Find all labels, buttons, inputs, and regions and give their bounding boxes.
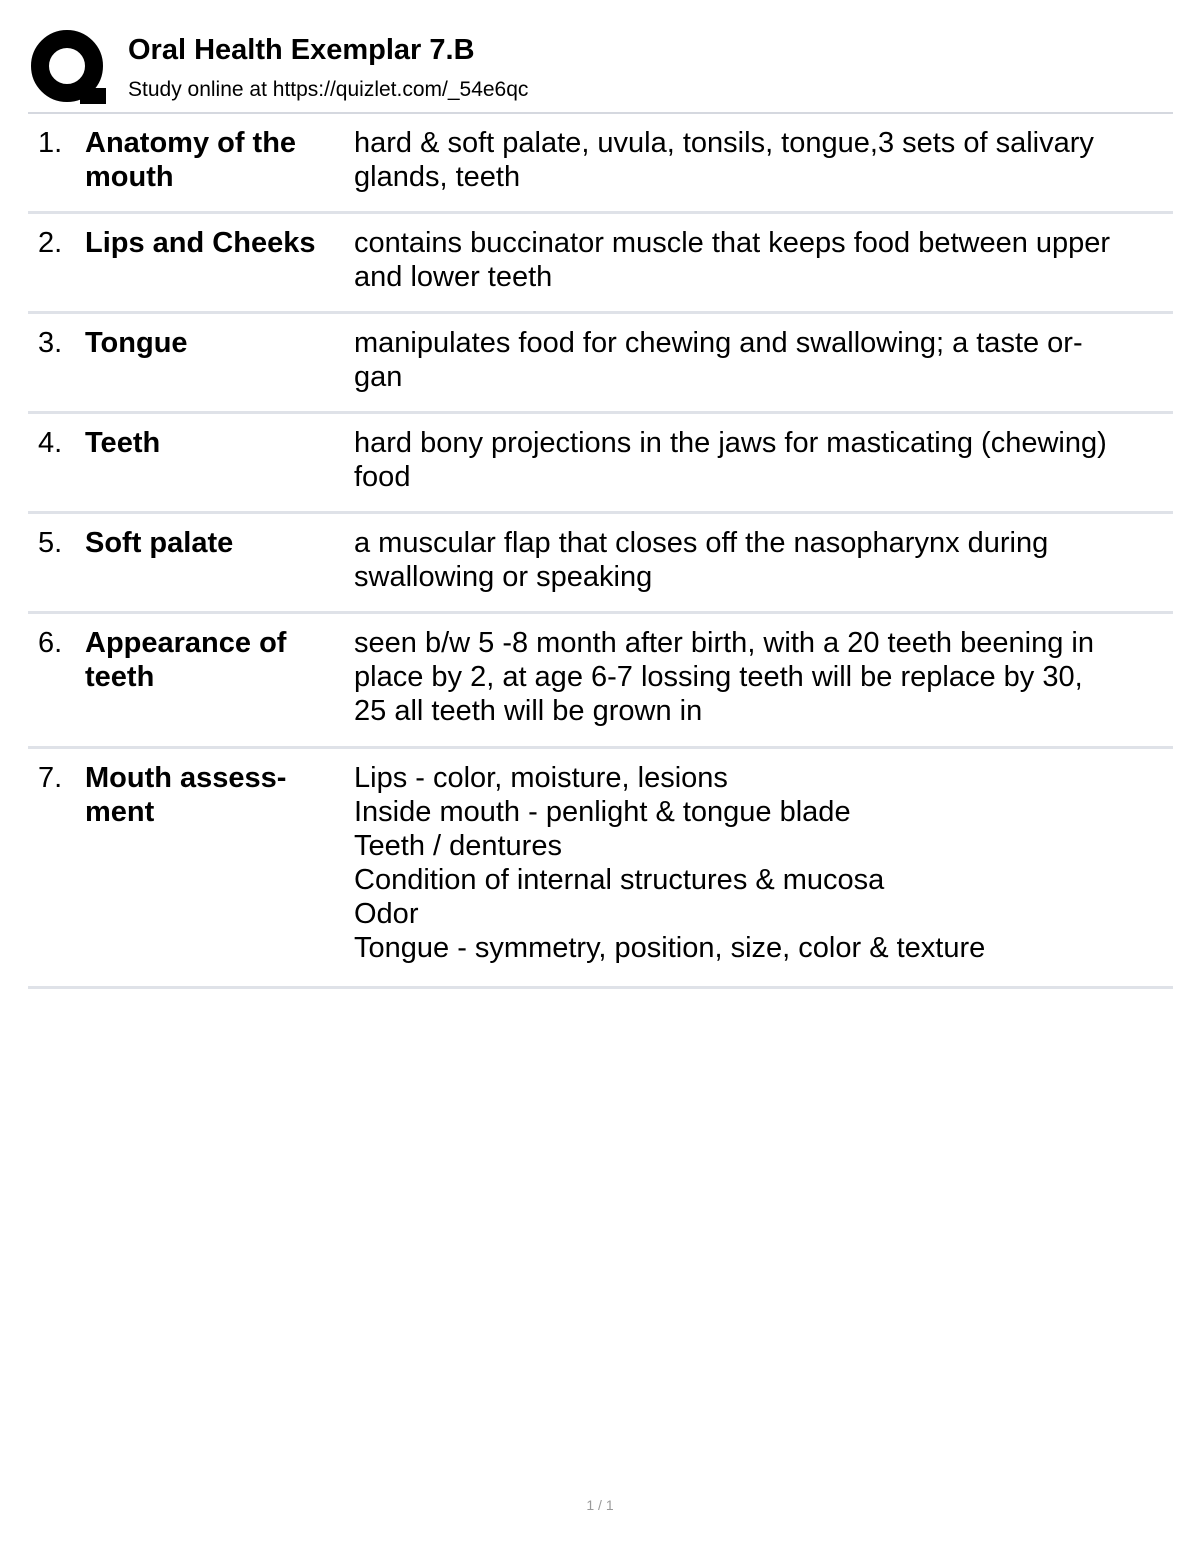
page-header — [30, 28, 1172, 112]
term-definition: hard bony projections in the jaws for masticating (chewing) food — [354, 427, 1107, 493]
term-row-7 — [28, 749, 1173, 989]
term-row-5 — [28, 514, 1173, 614]
term-row-1 — [28, 114, 1173, 214]
term-number: 4. — [38, 427, 63, 459]
study-link-text: Study online at https://quizlet.com/_54e6qc — [128, 78, 529, 101]
term-definition: hard & soft palate, uvula, tonsils, tongue,3 sets of salivary glands, teeth — [354, 127, 1094, 193]
quizlet-q-logo-icon — [30, 28, 108, 106]
term-word: Soft palate — [85, 527, 234, 559]
page-indicator: 1 / 1 — [586, 1497, 614, 1513]
term-number: 7. — [38, 762, 63, 794]
term-word: Mouth assess- ment — [85, 762, 287, 828]
term-definition: a muscular flap that closes off the nasopharynx during swallowing or speaking — [354, 527, 1049, 593]
term-list — [28, 114, 1173, 989]
term-number: 2. — [38, 227, 63, 259]
term-word: Anatomy of the mouth — [85, 127, 297, 193]
term-number: 3. — [38, 327, 63, 359]
term-row-2 — [28, 214, 1173, 314]
term-row-3 — [28, 314, 1173, 414]
term-definition: Lips - color, moisture, lesions Inside mouth - penlight & tongue blade Teeth / dentures Condition of internal structures & mucosa Odor Tongue - symmetry, position, size, color & texture — [354, 762, 986, 964]
term-word: Lips and Cheeks — [85, 227, 316, 259]
term-word: Teeth — [85, 427, 161, 459]
page-title: Oral Health Exemplar 7.B — [128, 34, 475, 66]
term-word: Tongue — [85, 327, 188, 359]
term-row-6 — [28, 614, 1173, 749]
term-definition: manipulates food for chewing and swallowing; a taste or- gan — [354, 327, 1083, 393]
term-number: 1. — [38, 127, 63, 159]
term-number: 5. — [38, 527, 63, 559]
term-definition: seen b/w 5 -8 month after birth, with a 20 teeth beening in place by 2, at age 6-7 lossing teeth will be replace by 30, 25 all teeth will be grown in — [354, 627, 1094, 727]
term-number: 6. — [38, 627, 63, 659]
term-word: Appearance of teeth — [85, 627, 287, 693]
term-row-4 — [28, 414, 1173, 514]
term-definition: contains buccinator muscle that keeps food between upper and lower teeth — [354, 227, 1111, 293]
